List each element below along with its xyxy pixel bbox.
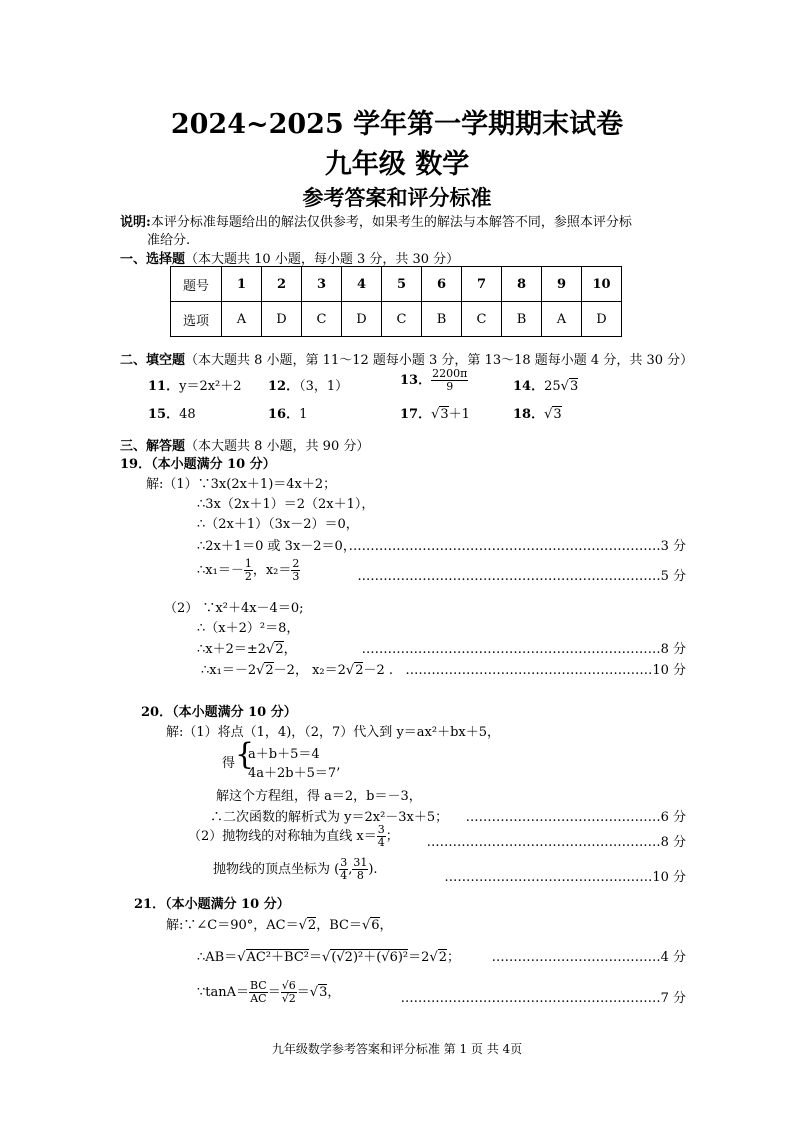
fill-answer-17: 17．√3＋1	[400, 407, 470, 422]
item-number: 15．	[148, 407, 180, 422]
fill-answer-11	[148, 375, 242, 394]
q-number: 3	[302, 267, 342, 302]
fraction	[244, 558, 253, 583]
score-marker: .……………………………………………………………5 分	[357, 569, 686, 584]
q20-line: 解:（1）将点（1，4)，（2，7）代入到 y＝ax²＋bx＋5，	[166, 725, 501, 740]
math-text: ＝	[309, 950, 323, 965]
section2-desc: （本大题共 8 小题，第 11～12 题每小题 3 分，第 13～18 题每小题 4 分，共 30 分）	[185, 353, 694, 368]
fill-answer-15	[148, 403, 196, 422]
answer-cell: C	[382, 302, 422, 337]
section1-heading	[120, 248, 459, 267]
fraction	[249, 980, 268, 1005]
section1-desc: （本大题共 10 小题，每小题 3 分，共 30 分）	[185, 252, 460, 267]
table-row-answers	[171, 302, 622, 337]
q20-equation: 4a＋2b＋5＝7’	[248, 766, 341, 781]
item-number: 13．	[400, 373, 432, 388]
math-text: ，BC＝	[316, 918, 362, 933]
q19-line: ∴（x＋2）²＝8，	[197, 621, 300, 636]
q19-line: ∴x＋2＝±2√2，	[197, 642, 297, 657]
q21-tan-line: ∵tanA＝ $\frac{BC}{AC}$ ＝ $\frac{√6}{√2}$ ＝√3，	[197, 979, 341, 1005]
answer-heading: 参考答案和评分标准	[302, 186, 492, 210]
radicand: 2	[355, 663, 364, 678]
item-answer: 25	[544, 379, 561, 394]
q21-heading: 21．（本小题满分 10 分）	[134, 897, 290, 912]
math-text: ∴x₁＝－2	[201, 663, 257, 678]
q19-line: （2） ∵x²＋4x－4＝0;	[164, 601, 304, 616]
radicand: 3	[319, 985, 328, 1000]
score-marker: …………………………………4 分	[491, 950, 686, 965]
q-number: 10	[582, 267, 622, 302]
q19-line: ∴（2x＋1）（3x－2）＝0，	[197, 517, 359, 532]
fill-answer-18: 18．√3	[513, 407, 562, 422]
q-number: 4	[342, 267, 382, 302]
item-answer: y＝2x²＋2	[179, 379, 242, 394]
denominator: √2	[281, 992, 296, 1005]
math-text: ∵tanA＝	[197, 985, 250, 1000]
brace-icon: {	[235, 737, 255, 772]
q20-equation: a＋b＋5＝4	[248, 747, 320, 762]
math-text: ＝2	[408, 950, 430, 965]
exam-subtitle: 九年级 数学	[324, 149, 470, 180]
fraction	[431, 368, 468, 393]
radicand: 2	[265, 663, 274, 678]
numerator: 2200π	[432, 367, 468, 380]
radicand: 3	[553, 407, 562, 422]
math-text: （2）抛物线的对称轴为直线 x＝	[188, 829, 377, 844]
radicand: 6	[371, 918, 380, 933]
q21-line: 解:∵∠C＝90°，AC＝√2，BC＝√6，	[166, 918, 393, 933]
fraction	[339, 857, 348, 882]
denominator: 9	[446, 380, 454, 393]
q-number: 1	[222, 267, 262, 302]
section2-heading	[120, 349, 693, 368]
numerator: 2	[292, 557, 300, 570]
answer-cell: B	[422, 302, 462, 337]
fill-answer-14: 14．25√3	[513, 379, 579, 394]
section3-heading	[120, 435, 369, 454]
math-text: ，	[379, 918, 393, 933]
item-number: 16．	[268, 407, 300, 422]
numerator: 1	[244, 557, 252, 570]
item-answer: （3，1）	[299, 379, 349, 394]
item-number: 14．	[513, 379, 545, 394]
q19-line: ∴2x＋1＝0 或 3x－2＝0，	[197, 539, 356, 554]
math-text: ，	[283, 642, 297, 657]
math-text: ＝	[267, 985, 281, 1000]
math-text: ；	[447, 950, 461, 965]
answer-cell: D	[342, 302, 382, 337]
radicand: 2	[438, 950, 448, 965]
q-number: 6	[422, 267, 462, 302]
q-number: 8	[502, 267, 542, 302]
math-text: 抛物线的顶点坐标为 (	[213, 862, 340, 877]
fraction	[281, 980, 297, 1005]
math-text: ∴x＋2＝±2	[197, 642, 267, 657]
score-marker: ……………………………………………………………8 分	[361, 642, 686, 657]
q20-vertex-line	[213, 857, 378, 882]
radicand: AC²＋BC²	[246, 950, 310, 965]
note-label: 说明:	[120, 215, 151, 230]
q19-line: ∴3x（2x＋1）＝2（2x＋1），	[197, 497, 375, 512]
item-number: 18．	[513, 407, 545, 422]
q-number: 2	[262, 267, 302, 302]
numerator: BC	[250, 979, 267, 992]
math-text: ，	[327, 985, 341, 1000]
radicand: 2	[307, 918, 317, 933]
denominator: 2	[244, 570, 252, 583]
q19-heading: 19．（本小题满分 10 分）	[120, 457, 276, 472]
item-number: 12．	[268, 379, 300, 394]
radicand: 2	[275, 642, 284, 657]
q20-line: ∴二次函数的解析式为 y＝2x²－3x＋5；	[210, 810, 449, 825]
q20-axis-line	[188, 824, 399, 849]
answer-cell: D	[262, 302, 302, 337]
score-marker: …………………………………………10 分	[444, 870, 686, 885]
q19-roots-line	[197, 558, 300, 583]
numerator: 3	[377, 823, 385, 836]
math-text: ∴AB＝	[197, 950, 238, 965]
denominator: 8	[356, 869, 364, 882]
item-answer: ＋1	[448, 407, 470, 422]
section1-title: 一、选择题	[120, 252, 186, 267]
answer-cell: B	[502, 302, 542, 337]
item-number: 11．	[148, 379, 180, 394]
math-text: ；	[385, 829, 399, 844]
answer-table	[170, 266, 622, 337]
item-answer: 1	[299, 407, 308, 422]
answer-cell: A	[542, 302, 582, 337]
exam-title: 2024~2025 学年第一学期期末试卷	[170, 109, 624, 140]
math-text: ，x₂＝	[252, 563, 292, 578]
section2-title: 二、填空题	[120, 353, 186, 368]
math-text: －2， x₂＝2	[273, 663, 346, 678]
fill-answer-13	[400, 368, 468, 393]
math-text: ＝	[296, 985, 310, 1000]
score-marker: ……………………………………………………7 分	[400, 991, 686, 1006]
section3-title: 三、解答题	[120, 439, 186, 454]
q-number: 9	[542, 267, 582, 302]
score-marker: …………………………………………………10 分	[405, 663, 686, 678]
radicand: (√2)²＋(√6)²	[331, 950, 409, 965]
math-text: ).	[368, 862, 378, 877]
fraction	[291, 558, 300, 583]
radicand: 3	[440, 407, 449, 422]
table-row-numbers	[171, 267, 622, 302]
page-footer: 九年级数学参考答案和评分标准 第 1 页 共 4页	[271, 1042, 523, 1056]
q20-system-lead: 得	[222, 756, 236, 771]
table-answer-label: 选项	[171, 302, 222, 337]
table-header-label: 题号	[171, 267, 222, 302]
numerator: 31	[353, 856, 368, 869]
note-line-2: 准给分.	[147, 233, 191, 248]
q-number: 7	[462, 267, 502, 302]
q20-heading: 20．（本小题满分 10 分）	[141, 705, 297, 720]
note-text-1: 本评分标准每题给出的解法仅供参考，如果考生的解法与本解答不同，参照本评分标	[150, 215, 632, 230]
numerator: √6	[281, 979, 296, 992]
math-text: ∴x₁＝－	[197, 563, 244, 578]
radicand: 3	[569, 379, 579, 394]
denominator: 4	[340, 869, 348, 882]
note-line-1	[120, 211, 632, 230]
answer-cell: A	[222, 302, 262, 337]
math-text: 解:∵∠C＝90°，AC＝	[166, 918, 299, 933]
numerator: 3	[340, 856, 348, 869]
denominator: AC	[250, 992, 267, 1005]
denominator: 4	[377, 836, 385, 849]
q19-line: 解:（1）∵3x(2x＋1)＝4x＋2；	[146, 477, 337, 492]
answer-cell: C	[462, 302, 502, 337]
score-marker: ………………………………………………8 分	[426, 835, 686, 850]
section3-desc: （本大题共 8 小题，共 90 分）	[185, 439, 370, 454]
denominator: 3	[292, 570, 300, 583]
item-answer: 48	[179, 407, 196, 422]
q-number: 5	[382, 267, 422, 302]
score-marker: ………………………………………6 分	[465, 810, 686, 825]
fraction	[377, 824, 386, 849]
answer-cell: D	[582, 302, 622, 337]
fraction	[352, 857, 368, 882]
item-number: 17．	[400, 407, 432, 422]
fill-answer-16	[268, 403, 307, 422]
math-text: ,	[348, 862, 353, 877]
q21-line: ∴AB＝√AC²＋BC²＝√(√2)²＋(√6)²＝2√2；	[197, 950, 461, 965]
q20-line: 解这个方程组，得 a＝2，b＝－3，	[216, 789, 422, 804]
fill-answer-12	[268, 375, 348, 394]
q19-line: ∴x₁＝－2√2－2， x₂＝2√2－2 .	[201, 663, 394, 678]
answer-cell: C	[302, 302, 342, 337]
score-marker: ………………………………………………………………3 分	[348, 539, 686, 554]
math-text: －2 .	[363, 663, 394, 678]
